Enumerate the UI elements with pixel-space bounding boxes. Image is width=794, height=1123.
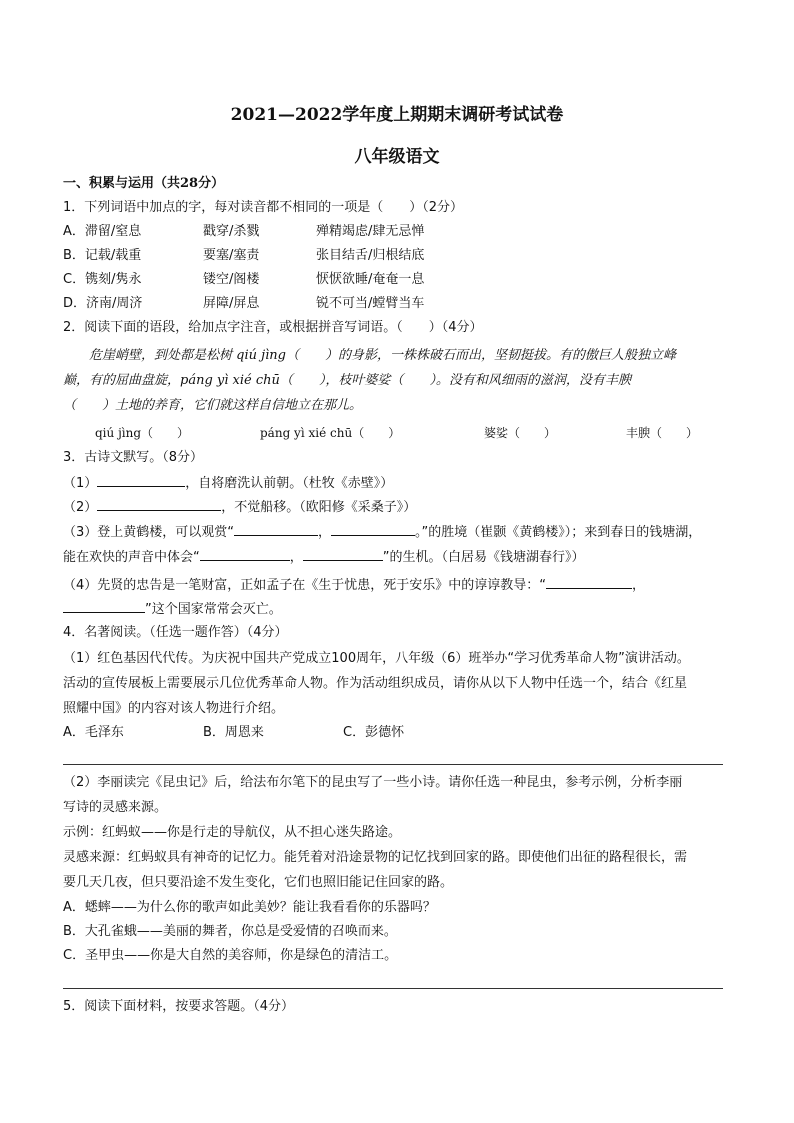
q4-person-option-b: B．周恩来: [203, 725, 264, 740]
q4-part1-line-1: （1）红色基因代代传。为庆祝中国共产党成立100周年，八年级（6）班举办“学习优秀革命人物”演讲活动。: [63, 651, 690, 666]
q3-item-3-text-a: （3）登上黄鹤楼，可以观赏“: [63, 525, 235, 540]
q2-passage-line-2: 巅，有的屈曲盘旋，páng yì xié chū（ ），枝叶婆娑（ ）。没有和风细雨的滋润，没有丰腴: [63, 373, 631, 388]
q4-part2-line-2: 写诗的灵感来源。: [63, 800, 168, 815]
q4-part1-line-2: 活动的宣传展板上需要展示几位优秀革命人物。作为活动组织成员，请你从以下人物中任选一个，结合《红星: [63, 676, 688, 691]
q3-item-1-prefix: （1）: [63, 476, 98, 491]
q1-option-a-1: A．滞留/窒息: [63, 224, 142, 239]
q3-item-3-text-b: ，: [318, 525, 332, 540]
q3-item-2: [63, 497, 416, 517]
q3-item-3-cont: [63, 547, 585, 567]
q4-inspiration-line-1: 灵感来源：红蚂蚁具有神奇的记忆力。能凭着对沿途景物的记忆找到回家的路。即使他们出征的路程很长，需: [63, 850, 688, 865]
q1-option-c-3: 恹恹欲睡/奄奄一息: [316, 272, 425, 287]
q4-person-option-c: C．彭德怀: [343, 725, 405, 740]
q1-option-d-1: D．济南/周济: [63, 296, 143, 311]
q2-passage-text-1: 危崖峭壁，到处都是松树 qiú jìng（ ）的身影，一株株破石而出，坚韧挺拔。有的傲巨人般独立峰: [89, 348, 677, 363]
q5-stem: 5．阅读下面材料，按要求答题。（4分）: [63, 999, 295, 1014]
q3-blank-1[interactable]: [97, 473, 185, 487]
q3-stem: 3．古诗文默写。（8分）: [63, 450, 204, 465]
q3-item-2-prefix: （2）: [63, 500, 98, 515]
q3-item-4-text-a: （4）先贤的忠告是一笔财富，正如孟子在《生于忧患，死于安乐》中的谆谆教导：“: [63, 578, 547, 593]
q3-item-3-text-c: 。”的胜境（崔颢《黄鹤楼》）；来到春日的钱塘湖，: [415, 525, 702, 540]
section-heading: 一、积累与运用（共28分）: [63, 176, 225, 191]
q3-blank-3a[interactable]: [234, 522, 318, 536]
q4-inspiration-line-2: 要几天几夜，但只要沿途不发生变化，它们也照旧能记住回家的路。: [63, 875, 454, 890]
q1-option-c-2: 镂空/阁楼: [203, 272, 260, 287]
q4-part2-line-1: （2）李丽读完《昆虫记》后，给法布尔笔下的昆虫写了一些小诗。请你任选一种昆虫，参考示例，分析李丽: [63, 775, 683, 790]
q2-answer-2: páng yì xié chū（ ）: [260, 426, 401, 440]
q1-option-b-3: 张目结舌/归根结底: [316, 248, 425, 263]
q1-option-a-3: 殚精竭虑/肆无忌惮: [316, 224, 425, 239]
q3-blank-2[interactable]: [97, 497, 221, 511]
q2-answer-4: 丰腴（ ）: [626, 426, 699, 440]
q4-person-option-a: A．毛泽东: [63, 725, 124, 740]
q3-item-1: [63, 473, 393, 493]
q4-stem: 4．名著阅读。（任选一题作答）（4分）: [63, 625, 288, 640]
exam-subtitle: 八年级语文: [354, 147, 440, 167]
q3-item-4-text-c: ”这个国家常常会灭亡。: [145, 602, 282, 617]
q2-answer-1: qiú jìng（ ）: [95, 426, 190, 440]
q2-stem: 2．阅读下面的语段，给加点字注音，或根据拼音写词语。（ ）（4分）: [63, 320, 483, 335]
q1-option-b-1: B．记载/载重: [63, 248, 142, 263]
q1-option-d-2: 屏障/屏息: [203, 296, 260, 311]
q3-blank-3d[interactable]: [303, 547, 383, 561]
q2-passage-line-1: [63, 346, 733, 366]
q2-passage-line-3: （ ）土地的养育，它们就这样自信地立在那儿。: [63, 398, 363, 413]
q4-insect-option-b: B．大孔雀蛾——美丽的舞者，你总是受爱情的召唤而来。: [63, 924, 397, 939]
q1-option-b-2: 要塞/塞责: [203, 248, 260, 263]
q1-option-d-3: 锐不可当/螳臂当车: [316, 296, 425, 311]
q1-option-a-2: 戳穿/杀戮: [203, 224, 260, 239]
q3-item-4-cont: [63, 599, 282, 619]
q3-blank-3b[interactable]: [331, 522, 415, 536]
answer-line-2[interactable]: [63, 988, 723, 989]
q2-answer-3: 婆娑（ ）: [484, 426, 557, 440]
q3-item-3-text-e: ，: [289, 550, 303, 565]
q3-blank-4a[interactable]: [546, 575, 632, 589]
q3-blank-4b[interactable]: [63, 599, 145, 613]
q1-stem: 1．下列词语中加点的字，每对读音都不相同的一项是（ ）（2分）: [63, 200, 464, 215]
q4-insect-option-c: C．圣甲虫——你是大自然的美容师，你是绿色的清洁工。: [63, 948, 398, 963]
q3-item-1-suffix: ，自将磨洗认前朝。（杜牧《赤壁》）: [185, 476, 394, 491]
answer-line-1[interactable]: [63, 764, 723, 765]
q4-part1-line-3: 照耀中国》的内容对该人物进行介绍。: [63, 701, 285, 716]
q4-insect-option-a: A．蟋蟀——为什么你的歌声如此美妙？能让我看看你的乐器吗？: [63, 900, 436, 915]
q4-example: 示例：红蚂蚁——你是行走的导航仪，从不担心迷失路途。: [63, 825, 402, 840]
q3-item-3-text-f: ”的生机。（白居易《钱塘湖春行》）: [382, 550, 585, 565]
q1-option-c-1: C．镌刻/隽永: [63, 272, 142, 287]
q3-blank-3c[interactable]: [200, 547, 290, 561]
q3-item-4-text-b: ，: [632, 578, 646, 593]
q3-item-2-suffix: ，不觉船移。（欧阳修《采桑子》）: [221, 500, 417, 515]
q3-item-3: [63, 522, 701, 542]
q3-item-4: [63, 575, 645, 595]
q3-item-3-text-d: 能在欢快的声音中体会“: [63, 550, 200, 565]
exam-title: 2021—2022学年度上期期末调研考试试卷: [230, 105, 564, 125]
